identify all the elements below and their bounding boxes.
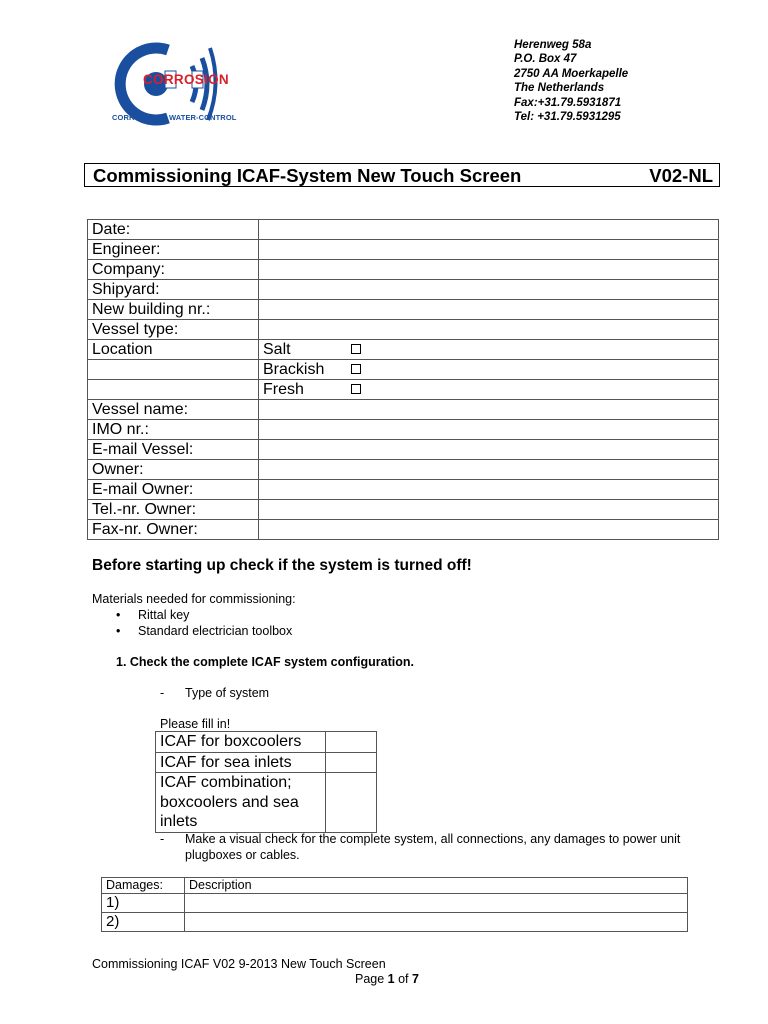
description-header: Description: [185, 878, 688, 894]
system-type-table: [155, 731, 377, 833]
logo-tagline: CORROSION & WATER-CONTROL: [112, 113, 237, 122]
info-table: [87, 219, 719, 540]
salt-checkbox[interactable]: [351, 344, 361, 354]
document-title: Commissioning ICAF-System New Touch Screen: [93, 165, 522, 186]
visual-check-text: Make a visual check for the complete system, all connections, any damages to power unit plugboxes or cables.: [185, 832, 681, 862]
table-row: [102, 913, 688, 932]
table-row: [88, 480, 719, 500]
address-line: Herenweg 58a: [514, 39, 592, 51]
table-row: [88, 520, 719, 540]
table-row: [102, 894, 688, 913]
company-field[interactable]: [259, 260, 719, 280]
address-block: [514, 38, 628, 124]
imo-field[interactable]: [259, 420, 719, 440]
date-field[interactable]: [259, 220, 719, 240]
shipyard-field[interactable]: [259, 280, 719, 300]
system-type-boxcoolers-field[interactable]: [326, 732, 377, 753]
damages-header: Damages:: [102, 878, 185, 894]
damage-number: 1): [102, 894, 185, 913]
owner-label: Owner:: [88, 460, 259, 480]
empty-cell: [88, 380, 259, 400]
engineer-field[interactable]: [259, 240, 719, 260]
vessel-type-label: Vessel type:: [88, 320, 259, 340]
address-fax: Fax:+31.79.5931871: [514, 96, 622, 109]
vessel-type-field[interactable]: [259, 320, 719, 340]
dash-icon: -: [160, 832, 165, 846]
page-prefix: Page: [355, 972, 388, 986]
brackish-checkbox[interactable]: [351, 364, 361, 374]
location-option-fresh: [259, 380, 719, 400]
logo-wordmark: CORROSION: [143, 72, 229, 87]
new-building-label: New building nr.:: [88, 300, 259, 320]
table-row: [88, 260, 719, 280]
table-row: [156, 732, 377, 753]
type-of-system-text: Type of system: [185, 686, 270, 700]
table-row: [88, 300, 719, 320]
fill-in-instruction: Please fill in!: [160, 717, 231, 731]
company-label: Company:: [88, 260, 259, 280]
list-item-text: Rittal key: [138, 608, 190, 622]
page-total: 7: [412, 972, 419, 986]
table-row: [88, 440, 719, 460]
footer-page-number: [355, 972, 419, 986]
table-row: [88, 460, 719, 480]
system-type-boxcoolers: ICAF for boxcoolers: [156, 732, 326, 753]
date-label: Date:: [88, 220, 259, 240]
table-row: [88, 340, 719, 360]
table-row: [88, 220, 719, 240]
document-version: V02-NL: [649, 165, 713, 186]
step-1-heading: 1. Check the complete ICAF system configuration.: [116, 655, 414, 669]
email-vessel-label: E-mail Vessel:: [88, 440, 259, 460]
location-label: Location: [88, 340, 259, 360]
address-tel: Tel: +31.79.5931295: [514, 111, 621, 124]
bullet-icon: •: [116, 608, 121, 622]
location-option-brackish: [259, 360, 719, 380]
engineer-label: Engineer:: [88, 240, 259, 260]
address-line: 2750 AA Moerkapelle: [514, 67, 629, 80]
location-option-salt: [259, 340, 719, 360]
vessel-name-field[interactable]: [259, 400, 719, 420]
dash-icon: -: [160, 686, 165, 700]
damage-number: 2): [102, 913, 185, 932]
damage-table: [101, 877, 688, 932]
fresh-label: Fresh: [263, 381, 304, 398]
bullet-icon: •: [116, 624, 121, 638]
new-building-field[interactable]: [259, 300, 719, 320]
footer-doc-name: Commissioning ICAF V02 9-2013 New Touch Screen: [92, 957, 386, 971]
empty-cell: [88, 360, 259, 380]
salt-label: Salt: [263, 341, 291, 358]
table-row: [88, 380, 719, 400]
materials-title: Materials needed for commissioning:: [92, 592, 296, 606]
address-line: The Netherlands: [514, 82, 605, 95]
shipyard-label: Shipyard:: [88, 280, 259, 300]
table-header-row: [102, 878, 688, 894]
system-type-sea-inlets-field[interactable]: [326, 752, 377, 773]
table-row: [88, 320, 719, 340]
system-type-combination: ICAF combination; boxcoolers and sea inlets: [156, 773, 326, 833]
address-line: P.O. Box 47: [514, 53, 577, 66]
damage-description-field[interactable]: [185, 913, 688, 932]
fresh-checkbox[interactable]: [351, 384, 361, 394]
email-owner-field[interactable]: [259, 480, 719, 500]
table-row: [88, 240, 719, 260]
document-title-box: [84, 163, 720, 187]
email-owner-label: E-mail Owner:: [88, 480, 259, 500]
table-row: [88, 360, 719, 380]
table-row: [88, 500, 719, 520]
table-row: [156, 752, 377, 773]
imo-label: IMO nr.:: [88, 420, 259, 440]
page-mid: of: [394, 972, 412, 986]
page-current: 1: [387, 972, 395, 986]
vessel-name-label: Vessel name:: [88, 400, 259, 420]
tel-owner-label: Tel.-nr. Owner:: [88, 500, 259, 520]
system-type-combination-field[interactable]: [326, 773, 377, 833]
email-vessel-field[interactable]: [259, 440, 719, 460]
table-row: [88, 420, 719, 440]
table-row: [88, 280, 719, 300]
type-of-system-item: [160, 686, 270, 700]
table-row: [88, 400, 719, 420]
owner-field[interactable]: [259, 460, 719, 480]
fax-owner-label: Fax-nr. Owner:: [88, 520, 259, 540]
visual-check-item: [160, 831, 700, 862]
system-type-sea-inlets: ICAF for sea inlets: [156, 752, 326, 773]
fax-owner-field[interactable]: [259, 520, 719, 540]
damage-description-field[interactable]: [185, 894, 688, 913]
brackish-label: Brackish: [263, 361, 325, 378]
warning-heading: Before starting up check if the system is turned off!: [92, 557, 472, 574]
list-item-text: Standard electrician toolbox: [138, 624, 293, 638]
tel-owner-field[interactable]: [259, 500, 719, 520]
table-row: [156, 773, 377, 833]
